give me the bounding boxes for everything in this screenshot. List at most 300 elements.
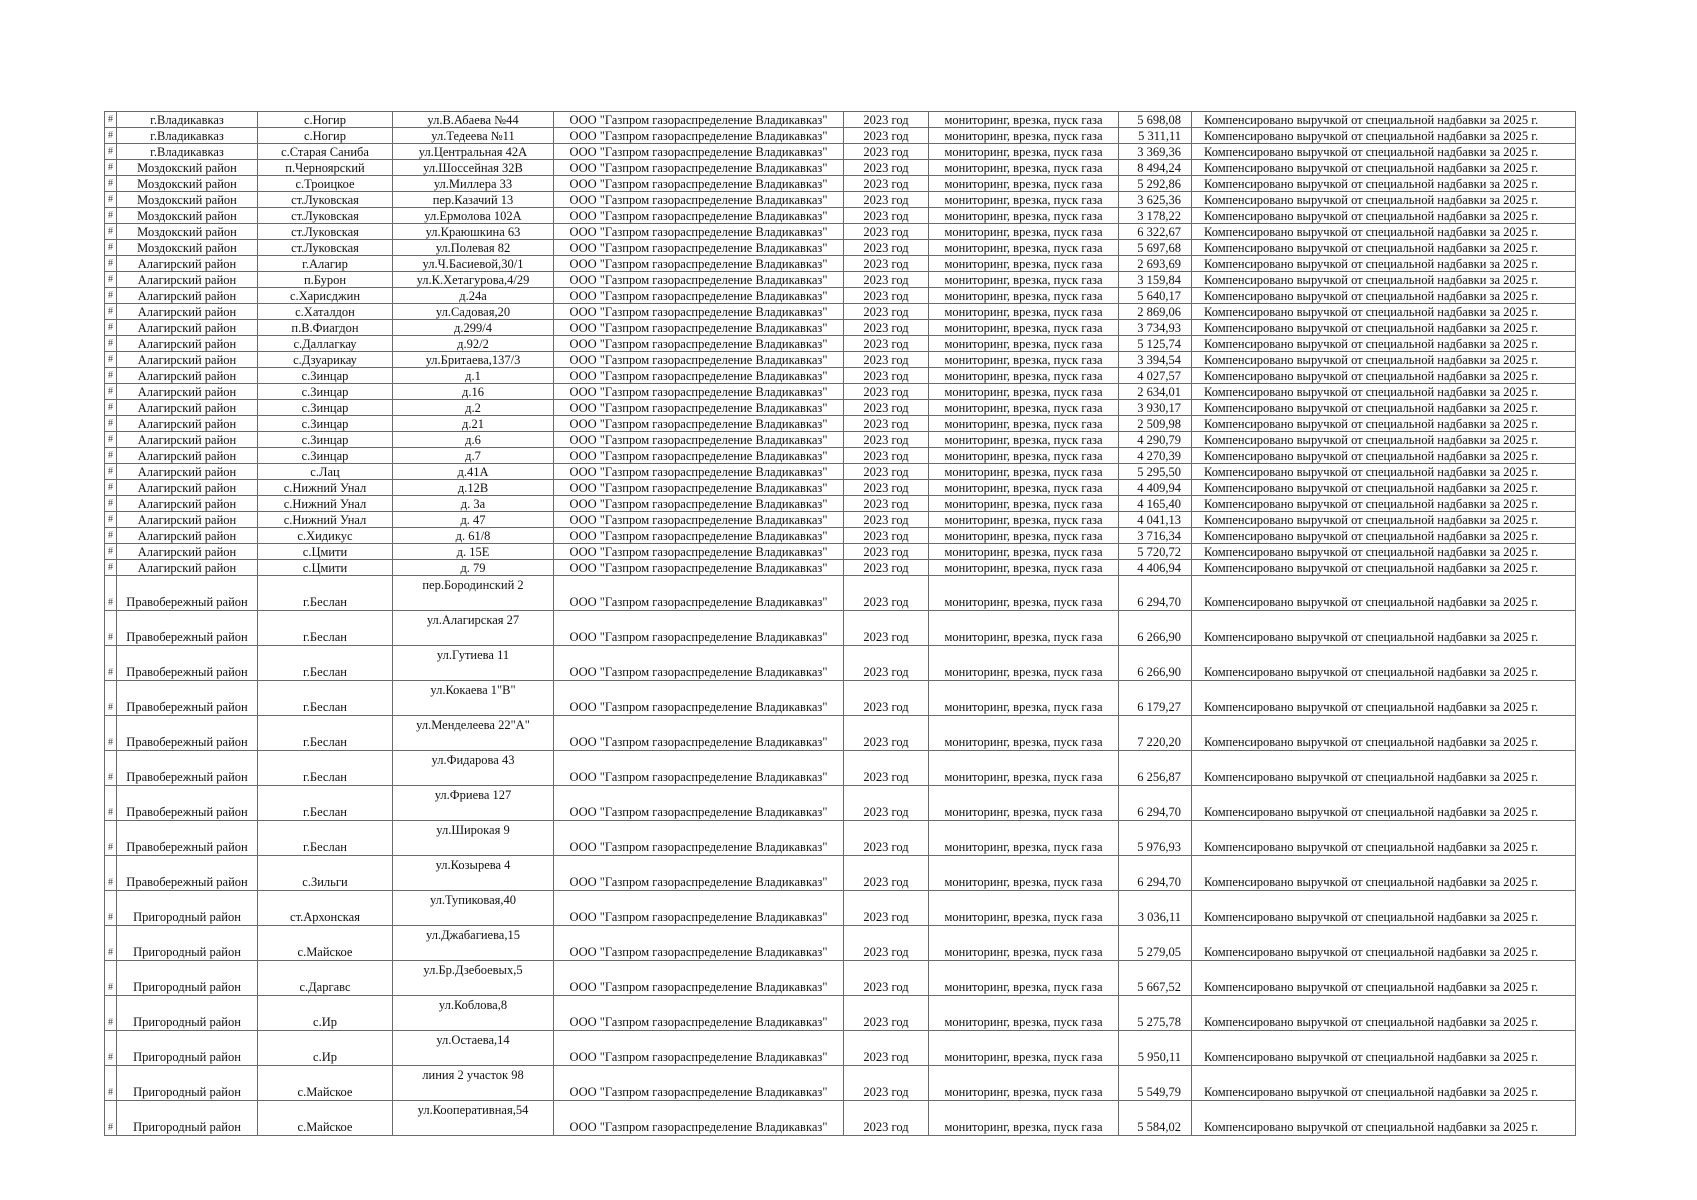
- address-cell: пер.Бородинский 2: [393, 576, 554, 611]
- amount-cell: 5 275,78: [1119, 996, 1192, 1031]
- table-row: [105, 240, 1576, 256]
- district-cell: Правобережный район: [117, 751, 258, 786]
- gas-connection-table: [104, 111, 1576, 1136]
- work-cell: мониторинг, врезка, пуск газа: [929, 512, 1119, 528]
- locality-cell: г.Беслан: [258, 716, 393, 751]
- address-cell: ул.Бр.Дзебоевых,5: [393, 961, 554, 996]
- address-cell: ул.Широкая 9: [393, 821, 554, 856]
- row-marker: #: [105, 961, 117, 996]
- row-marker: #: [105, 496, 117, 512]
- address-cell: ул.Коблова,8: [393, 996, 554, 1031]
- table-row: [105, 192, 1576, 208]
- table-row: [105, 384, 1576, 400]
- amount-cell: 3 036,11: [1119, 891, 1192, 926]
- row-marker: #: [105, 480, 117, 496]
- company-cell: ООО "Газпром газораспределение Владикавказ": [554, 336, 844, 352]
- table-row: [105, 821, 1576, 856]
- table-row: [105, 544, 1576, 560]
- amount-cell: 3 394,54: [1119, 352, 1192, 368]
- note-cell: Компенсировано выручкой от специальной надбавки за 2025 г.: [1192, 416, 1576, 432]
- district-cell: Правобережный район: [117, 646, 258, 681]
- row-marker: #: [105, 1031, 117, 1066]
- district-cell: Правобережный район: [117, 716, 258, 751]
- locality-cell: с.Нижний Унал: [258, 480, 393, 496]
- company-cell: ООО "Газпром газораспределение Владикавказ": [554, 1031, 844, 1066]
- year-cell: 2023 год: [844, 751, 929, 786]
- amount-cell: 6 294,70: [1119, 786, 1192, 821]
- year-cell: 2023 год: [844, 288, 929, 304]
- year-cell: 2023 год: [844, 1066, 929, 1101]
- note-cell: Компенсировано выручкой от специальной надбавки за 2025 г.: [1192, 1066, 1576, 1101]
- work-cell: мониторинг, врезка, пуск газа: [929, 1101, 1119, 1136]
- locality-cell: с.Цмити: [258, 560, 393, 576]
- amount-cell: 5 976,93: [1119, 821, 1192, 856]
- address-cell: ул.Полевая 82: [393, 240, 554, 256]
- note-cell: Компенсировано выручкой от специальной надбавки за 2025 г.: [1192, 384, 1576, 400]
- company-cell: ООО "Газпром газораспределение Владикавказ": [554, 544, 844, 560]
- district-cell: Правобережный район: [117, 786, 258, 821]
- note-cell: Компенсировано выручкой от специальной надбавки за 2025 г.: [1192, 320, 1576, 336]
- work-cell: мониторинг, врезка, пуск газа: [929, 961, 1119, 996]
- note-cell: Компенсировано выручкой от специальной надбавки за 2025 г.: [1192, 996, 1576, 1031]
- note-cell: Компенсировано выручкой от специальной надбавки за 2025 г.: [1192, 560, 1576, 576]
- company-cell: ООО "Газпром газораспределение Владикавказ": [554, 432, 844, 448]
- amount-cell: 5 292,86: [1119, 176, 1192, 192]
- district-cell: Правобережный район: [117, 681, 258, 716]
- address-cell: ул.Тупиковая,40: [393, 891, 554, 926]
- year-cell: 2023 год: [844, 716, 929, 751]
- locality-cell: г.Беслан: [258, 646, 393, 681]
- amount-cell: 5 279,05: [1119, 926, 1192, 961]
- district-cell: Алагирский район: [117, 400, 258, 416]
- address-cell: ул.Фриева 127: [393, 786, 554, 821]
- note-cell: Компенсировано выручкой от специальной надбавки за 2025 г.: [1192, 611, 1576, 646]
- year-cell: 2023 год: [844, 996, 929, 1031]
- note-cell: Компенсировано выручкой от специальной надбавки за 2025 г.: [1192, 1101, 1576, 1136]
- table-row: [105, 352, 1576, 368]
- work-cell: мониторинг, врезка, пуск газа: [929, 821, 1119, 856]
- district-cell: Алагирский район: [117, 288, 258, 304]
- district-cell: Пригородный район: [117, 891, 258, 926]
- locality-cell: с.Даллагкау: [258, 336, 393, 352]
- year-cell: 2023 год: [844, 1031, 929, 1066]
- locality-cell: с.Зинцар: [258, 400, 393, 416]
- table-row: [105, 224, 1576, 240]
- address-cell: ул.Менделеева 22"А": [393, 716, 554, 751]
- amount-cell: 3 159,84: [1119, 272, 1192, 288]
- district-cell: Алагирский район: [117, 480, 258, 496]
- amount-cell: 5 549,79: [1119, 1066, 1192, 1101]
- locality-cell: п.В.Фиагдон: [258, 320, 393, 336]
- year-cell: 2023 год: [844, 368, 929, 384]
- table-row: [105, 320, 1576, 336]
- amount-cell: 5 295,50: [1119, 464, 1192, 480]
- company-cell: ООО "Газпром газораспределение Владикавказ": [554, 400, 844, 416]
- company-cell: ООО "Газпром газораспределение Владикавказ": [554, 176, 844, 192]
- amount-cell: 6 179,27: [1119, 681, 1192, 716]
- table-row: [105, 416, 1576, 432]
- locality-cell: п.Бурон: [258, 272, 393, 288]
- work-cell: мониторинг, врезка, пуск газа: [929, 996, 1119, 1031]
- district-cell: Алагирский район: [117, 432, 258, 448]
- work-cell: мониторинг, врезка, пуск газа: [929, 432, 1119, 448]
- address-cell: линия 2 участок 98: [393, 1066, 554, 1101]
- row-marker: #: [105, 996, 117, 1031]
- year-cell: 2023 год: [844, 128, 929, 144]
- locality-cell: ст.Луковская: [258, 208, 393, 224]
- note-cell: Компенсировано выручкой от специальной надбавки за 2025 г.: [1192, 891, 1576, 926]
- district-cell: Алагирский район: [117, 256, 258, 272]
- note-cell: Компенсировано выручкой от специальной надбавки за 2025 г.: [1192, 786, 1576, 821]
- table-row: [105, 480, 1576, 496]
- address-cell: ул.Краюшкина 63: [393, 224, 554, 240]
- work-cell: мониторинг, врезка, пуск газа: [929, 304, 1119, 320]
- note-cell: Компенсировано выручкой от специальной надбавки за 2025 г.: [1192, 926, 1576, 961]
- company-cell: ООО "Газпром газораспределение Владикавказ": [554, 856, 844, 891]
- company-cell: ООО "Газпром газораспределение Владикавказ": [554, 368, 844, 384]
- address-cell: ул.Остаева,14: [393, 1031, 554, 1066]
- address-cell: д.1: [393, 368, 554, 384]
- amount-cell: 5 640,17: [1119, 288, 1192, 304]
- table-row: [105, 288, 1576, 304]
- district-cell: Алагирский район: [117, 320, 258, 336]
- company-cell: ООО "Газпром газораспределение Владикавказ": [554, 448, 844, 464]
- row-marker: #: [105, 352, 117, 368]
- company-cell: ООО "Газпром газораспределение Владикавказ": [554, 926, 844, 961]
- row-marker: #: [105, 128, 117, 144]
- district-cell: Моздокский район: [117, 160, 258, 176]
- year-cell: 2023 год: [844, 256, 929, 272]
- year-cell: 2023 год: [844, 320, 929, 336]
- locality-cell: с.Цмити: [258, 544, 393, 560]
- work-cell: мониторинг, врезка, пуск газа: [929, 891, 1119, 926]
- table-row: [105, 512, 1576, 528]
- company-cell: ООО "Газпром газораспределение Владикавказ": [554, 1066, 844, 1101]
- amount-cell: 5 720,72: [1119, 544, 1192, 560]
- table-row: [105, 1066, 1576, 1101]
- row-marker: #: [105, 560, 117, 576]
- table-row: [105, 304, 1576, 320]
- amount-cell: 3 930,17: [1119, 400, 1192, 416]
- district-cell: Алагирский район: [117, 512, 258, 528]
- table-row: [105, 448, 1576, 464]
- locality-cell: с.Зинцар: [258, 384, 393, 400]
- amount-cell: 5 950,11: [1119, 1031, 1192, 1066]
- locality-cell: с.Зинцар: [258, 448, 393, 464]
- address-cell: д.24а: [393, 288, 554, 304]
- amount-cell: 3 716,34: [1119, 528, 1192, 544]
- work-cell: мониторинг, врезка, пуск газа: [929, 368, 1119, 384]
- amount-cell: 3 625,36: [1119, 192, 1192, 208]
- locality-cell: г.Алагир: [258, 256, 393, 272]
- note-cell: Компенсировано выручкой от специальной надбавки за 2025 г.: [1192, 751, 1576, 786]
- company-cell: ООО "Газпром газораспределение Владикавказ": [554, 996, 844, 1031]
- year-cell: 2023 год: [844, 496, 929, 512]
- work-cell: мониторинг, врезка, пуск газа: [929, 272, 1119, 288]
- row-marker: #: [105, 416, 117, 432]
- work-cell: мониторинг, врезка, пуск газа: [929, 240, 1119, 256]
- note-cell: Компенсировано выручкой от специальной надбавки за 2025 г.: [1192, 480, 1576, 496]
- work-cell: мониторинг, врезка, пуск газа: [929, 176, 1119, 192]
- note-cell: Компенсировано выручкой от специальной надбавки за 2025 г.: [1192, 368, 1576, 384]
- locality-cell: с.Майское: [258, 1066, 393, 1101]
- address-cell: ул.Шоссейная 32В: [393, 160, 554, 176]
- amount-cell: 6 322,67: [1119, 224, 1192, 240]
- company-cell: ООО "Газпром газораспределение Владикавказ": [554, 560, 844, 576]
- table-row: [105, 128, 1576, 144]
- table-row: [105, 112, 1576, 128]
- locality-cell: с.Лац: [258, 464, 393, 480]
- year-cell: 2023 год: [844, 240, 929, 256]
- year-cell: 2023 год: [844, 560, 929, 576]
- work-cell: мониторинг, врезка, пуск газа: [929, 336, 1119, 352]
- company-cell: ООО "Газпром газораспределение Владикавказ": [554, 786, 844, 821]
- note-cell: Компенсировано выручкой от специальной надбавки за 2025 г.: [1192, 272, 1576, 288]
- amount-cell: 4 041,13: [1119, 512, 1192, 528]
- note-cell: Компенсировано выручкой от специальной надбавки за 2025 г.: [1192, 112, 1576, 128]
- year-cell: 2023 год: [844, 528, 929, 544]
- address-cell: ул.Миллера 33: [393, 176, 554, 192]
- district-cell: Алагирский район: [117, 544, 258, 560]
- note-cell: Компенсировано выручкой от специальной надбавки за 2025 г.: [1192, 821, 1576, 856]
- district-cell: Моздокский район: [117, 176, 258, 192]
- amount-cell: 3 734,93: [1119, 320, 1192, 336]
- row-marker: #: [105, 336, 117, 352]
- address-cell: д. 15Е: [393, 544, 554, 560]
- company-cell: ООО "Газпром газораспределение Владикавказ": [554, 961, 844, 996]
- locality-cell: с.Зильги: [258, 856, 393, 891]
- district-cell: Алагирский район: [117, 496, 258, 512]
- amount-cell: 4 290,79: [1119, 432, 1192, 448]
- locality-cell: г.Беслан: [258, 611, 393, 646]
- locality-cell: с.Нижний Унал: [258, 512, 393, 528]
- table-row: [105, 891, 1576, 926]
- company-cell: ООО "Газпром газораспределение Владикавказ": [554, 160, 844, 176]
- company-cell: ООО "Газпром газораспределение Владикавказ": [554, 304, 844, 320]
- district-cell: Правобережный район: [117, 576, 258, 611]
- locality-cell: с.Майское: [258, 926, 393, 961]
- note-cell: Компенсировано выручкой от специальной надбавки за 2025 г.: [1192, 352, 1576, 368]
- work-cell: мониторинг, врезка, пуск газа: [929, 646, 1119, 681]
- year-cell: 2023 год: [844, 512, 929, 528]
- year-cell: 2023 год: [844, 352, 929, 368]
- row-marker: #: [105, 176, 117, 192]
- district-cell: Пригородный район: [117, 996, 258, 1031]
- work-cell: мониторинг, врезка, пуск газа: [929, 208, 1119, 224]
- table-row: [105, 751, 1576, 786]
- table-row: [105, 1101, 1576, 1136]
- locality-cell: г.Беслан: [258, 821, 393, 856]
- year-cell: 2023 год: [844, 400, 929, 416]
- address-cell: д. 3а: [393, 496, 554, 512]
- company-cell: ООО "Газпром газораспределение Владикавказ": [554, 751, 844, 786]
- year-cell: 2023 год: [844, 961, 929, 996]
- amount-cell: 4 165,40: [1119, 496, 1192, 512]
- year-cell: 2023 год: [844, 448, 929, 464]
- table-row: [105, 400, 1576, 416]
- work-cell: мониторинг, врезка, пуск газа: [929, 464, 1119, 480]
- locality-cell: с.Зинцар: [258, 432, 393, 448]
- address-cell: ул.Садовая,20: [393, 304, 554, 320]
- address-cell: д.7: [393, 448, 554, 464]
- table-row: [105, 996, 1576, 1031]
- year-cell: 2023 год: [844, 272, 929, 288]
- table-row: [105, 856, 1576, 891]
- locality-cell: п.Черноярский: [258, 160, 393, 176]
- amount-cell: 6 266,90: [1119, 611, 1192, 646]
- address-cell: ул.Гутиева 11: [393, 646, 554, 681]
- year-cell: 2023 год: [844, 464, 929, 480]
- company-cell: ООО "Газпром газораспределение Владикавказ": [554, 192, 844, 208]
- locality-cell: с.Зинцар: [258, 368, 393, 384]
- address-cell: ул.В.Абаева №44: [393, 112, 554, 128]
- row-marker: #: [105, 384, 117, 400]
- note-cell: Компенсировано выручкой от специальной надбавки за 2025 г.: [1192, 400, 1576, 416]
- company-cell: ООО "Газпром газораспределение Владикавказ": [554, 464, 844, 480]
- locality-cell: ст.Луковская: [258, 224, 393, 240]
- locality-cell: ст.Луковская: [258, 240, 393, 256]
- address-cell: ул.Ермолова 102А: [393, 208, 554, 224]
- row-marker: #: [105, 432, 117, 448]
- year-cell: 2023 год: [844, 432, 929, 448]
- table-row: [105, 611, 1576, 646]
- company-cell: ООО "Газпром газораспределение Владикавказ": [554, 128, 844, 144]
- amount-cell: 5 698,08: [1119, 112, 1192, 128]
- work-cell: мониторинг, врезка, пуск газа: [929, 256, 1119, 272]
- district-cell: Моздокский район: [117, 192, 258, 208]
- amount-cell: 7 220,20: [1119, 716, 1192, 751]
- row-marker: #: [105, 288, 117, 304]
- row-marker: #: [105, 1101, 117, 1136]
- address-cell: д. 61/8: [393, 528, 554, 544]
- locality-cell: г.Беслан: [258, 681, 393, 716]
- address-cell: д.2: [393, 400, 554, 416]
- address-cell: д.92/2: [393, 336, 554, 352]
- row-marker: #: [105, 681, 117, 716]
- address-cell: д.299/4: [393, 320, 554, 336]
- company-cell: ООО "Газпром газораспределение Владикавказ": [554, 112, 844, 128]
- district-cell: Моздокский район: [117, 240, 258, 256]
- table-row: [105, 926, 1576, 961]
- amount-cell: 4 406,94: [1119, 560, 1192, 576]
- table-row: [105, 716, 1576, 751]
- amount-cell: 4 027,57: [1119, 368, 1192, 384]
- locality-cell: г.Беслан: [258, 751, 393, 786]
- note-cell: Компенсировано выручкой от специальной надбавки за 2025 г.: [1192, 256, 1576, 272]
- address-cell: ул.Алагирская 27: [393, 611, 554, 646]
- table-row: [105, 528, 1576, 544]
- work-cell: мониторинг, врезка, пуск газа: [929, 288, 1119, 304]
- company-cell: ООО "Газпром газораспределение Владикавказ": [554, 416, 844, 432]
- locality-cell: с.Хидикус: [258, 528, 393, 544]
- note-cell: Компенсировано выручкой от специальной надбавки за 2025 г.: [1192, 144, 1576, 160]
- district-cell: Алагирский район: [117, 528, 258, 544]
- note-cell: Компенсировано выручкой от специальной надбавки за 2025 г.: [1192, 856, 1576, 891]
- address-cell: ул.Фидарова 43: [393, 751, 554, 786]
- note-cell: Компенсировано выручкой от специальной надбавки за 2025 г.: [1192, 208, 1576, 224]
- row-marker: #: [105, 576, 117, 611]
- row-marker: #: [105, 272, 117, 288]
- district-cell: г.Владикавказ: [117, 112, 258, 128]
- district-cell: Алагирский район: [117, 304, 258, 320]
- amount-cell: 5 311,11: [1119, 128, 1192, 144]
- amount-cell: 2 869,06: [1119, 304, 1192, 320]
- row-marker: #: [105, 528, 117, 544]
- year-cell: 2023 год: [844, 416, 929, 432]
- company-cell: ООО "Газпром газораспределение Владикавказ": [554, 1101, 844, 1136]
- row-marker: #: [105, 786, 117, 821]
- address-cell: ул.Кокаева 1"В": [393, 681, 554, 716]
- work-cell: мониторинг, врезка, пуск газа: [929, 856, 1119, 891]
- row-marker: #: [105, 144, 117, 160]
- district-cell: г.Владикавказ: [117, 144, 258, 160]
- note-cell: Компенсировано выручкой от специальной надбавки за 2025 г.: [1192, 160, 1576, 176]
- table-row: [105, 560, 1576, 576]
- address-cell: ул.Тедеева №11: [393, 128, 554, 144]
- address-cell: ул.Ч.Басиевой,30/1: [393, 256, 554, 272]
- address-cell: ул.Центральная 42А: [393, 144, 554, 160]
- row-marker: #: [105, 751, 117, 786]
- company-cell: ООО "Газпром газораспределение Владикавказ": [554, 256, 844, 272]
- district-cell: Алагирский район: [117, 368, 258, 384]
- table-row: [105, 160, 1576, 176]
- work-cell: мониторинг, врезка, пуск газа: [929, 496, 1119, 512]
- amount-cell: 4 409,94: [1119, 480, 1192, 496]
- work-cell: мониторинг, врезка, пуск газа: [929, 112, 1119, 128]
- district-cell: Пригородный район: [117, 1031, 258, 1066]
- district-cell: Моздокский район: [117, 208, 258, 224]
- note-cell: Компенсировано выручкой от специальной надбавки за 2025 г.: [1192, 448, 1576, 464]
- company-cell: ООО "Газпром газораспределение Владикавказ": [554, 576, 844, 611]
- note-cell: Компенсировано выручкой от специальной надбавки за 2025 г.: [1192, 961, 1576, 996]
- note-cell: Компенсировано выручкой от специальной надбавки за 2025 г.: [1192, 224, 1576, 240]
- address-cell: ул.Бритаева,137/3: [393, 352, 554, 368]
- table-body: [105, 112, 1576, 1136]
- district-cell: Пригородный район: [117, 961, 258, 996]
- work-cell: мониторинг, врезка, пуск газа: [929, 926, 1119, 961]
- note-cell: Компенсировано выручкой от специальной надбавки за 2025 г.: [1192, 576, 1576, 611]
- company-cell: ООО "Газпром газораспределение Владикавказ": [554, 320, 844, 336]
- amount-cell: 6 266,90: [1119, 646, 1192, 681]
- year-cell: 2023 год: [844, 646, 929, 681]
- address-cell: ул.Козырева 4: [393, 856, 554, 891]
- locality-cell: с.Ир: [258, 996, 393, 1031]
- row-marker: #: [105, 926, 117, 961]
- company-cell: ООО "Газпром газораспределение Владикавказ": [554, 384, 844, 400]
- table-row: [105, 336, 1576, 352]
- address-cell: ул.Джабагиева,15: [393, 926, 554, 961]
- address-cell: д.12В: [393, 480, 554, 496]
- district-cell: Алагирский район: [117, 448, 258, 464]
- locality-cell: г.Беслан: [258, 576, 393, 611]
- year-cell: 2023 год: [844, 144, 929, 160]
- district-cell: Моздокский район: [117, 224, 258, 240]
- year-cell: 2023 год: [844, 681, 929, 716]
- district-cell: г.Владикавказ: [117, 128, 258, 144]
- row-marker: #: [105, 208, 117, 224]
- amount-cell: 5 584,02: [1119, 1101, 1192, 1136]
- address-cell: д.16: [393, 384, 554, 400]
- year-cell: 2023 год: [844, 1101, 929, 1136]
- year-cell: 2023 год: [844, 611, 929, 646]
- company-cell: ООО "Газпром газораспределение Владикавказ": [554, 611, 844, 646]
- address-cell: ул.Кооперативная,54: [393, 1101, 554, 1136]
- company-cell: ООО "Газпром газораспределение Владикавказ": [554, 512, 844, 528]
- note-cell: Компенсировано выручкой от специальной надбавки за 2025 г.: [1192, 646, 1576, 681]
- company-cell: ООО "Газпром газораспределение Владикавказ": [554, 821, 844, 856]
- district-cell: Пригородный район: [117, 1101, 258, 1136]
- row-marker: #: [105, 821, 117, 856]
